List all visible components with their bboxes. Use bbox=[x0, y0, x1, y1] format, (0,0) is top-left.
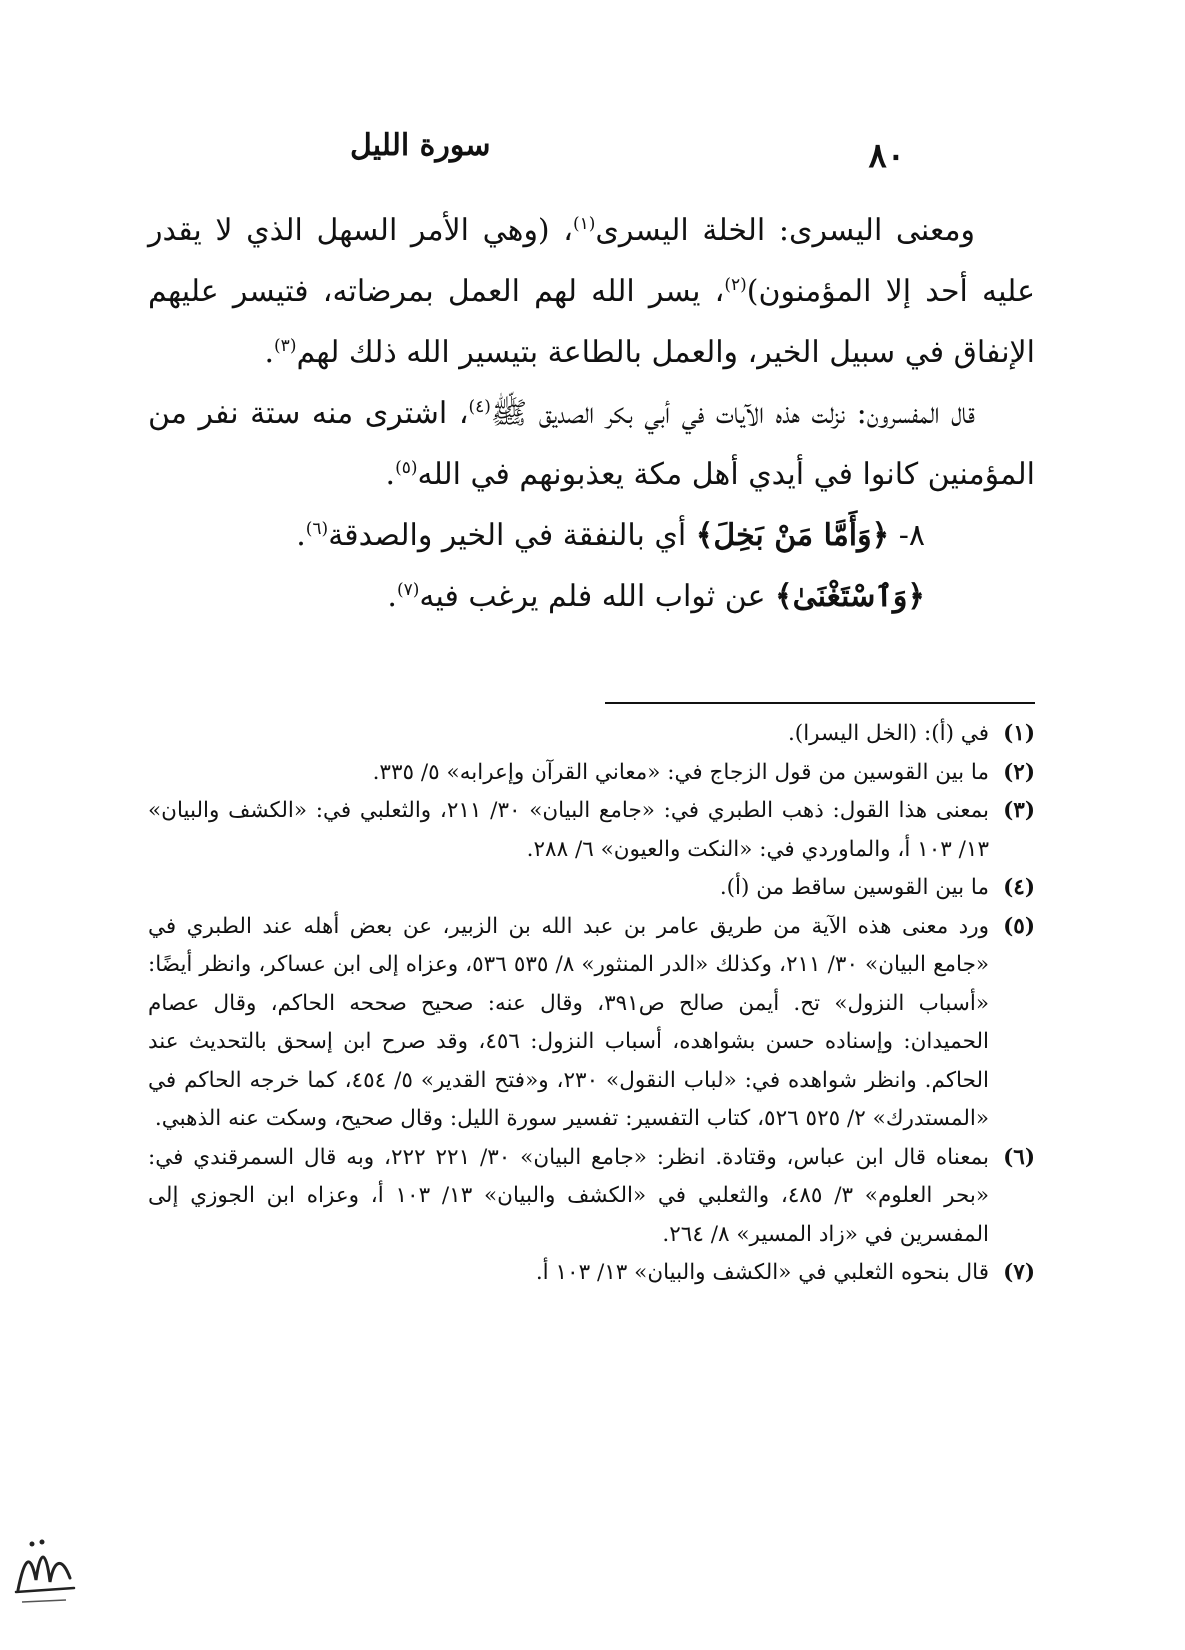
footnote-number: (٧) bbox=[1003, 1260, 1035, 1285]
footnote-ref-3: (٣) bbox=[274, 336, 297, 356]
footnote-text: ورد معنى هذه الآية من طريق عامر بن عبد الله بن الزبير، عن بعض أهله عند الطبري في «جامع البيان» ٣٠/ ٢١١، وكذلك «الدر المنثور» ٨/ ٥٣٥ ٥٣٦، وعزاه إلى ابن عساكر، وانظر أيضًا: «أسباب النزول» تح. أيمن صالح ص٣٩١، وقال عنه: صحيح صححه الحاكم، وقال عصام الحميدان: وإسناده حسن بشواهده، أسباب النزول: ٤٥٦، وقد صرح ابن إسحق بالتحديث عند الحاكم. وانظر شواهده في: «لباب النقول» ٢٣٠، و«فتح القدير» ٥/ ٤٥٤، كما خرجه الحاكم في «المستدرك» ٢/ ٥٢٥ ٥٢٦، كتاب التفسير: تفسير سورة الليل: وقال صحيح، وسكت عنه الذهبي. bbox=[148, 913, 990, 1131]
footnote-ref-6: (٦) bbox=[305, 519, 329, 539]
verse-8-continued bbox=[148, 566, 1035, 627]
watermark-logo bbox=[10, 1530, 80, 1610]
footnote-number: (٦) bbox=[1003, 1144, 1035, 1170]
text-segment: . bbox=[387, 579, 397, 614]
verse-number: ٨- bbox=[898, 518, 925, 553]
main-text bbox=[148, 200, 1035, 627]
text-segment: ، اشترى منه ستة نفر من المؤمنين كانوا في أيدي أهل مكة يعذبونهم في الله bbox=[148, 396, 1035, 492]
text-segment: قال المفسرون: نزلت هذه الآيات في أبي بكر الصديق ﷺ bbox=[490, 396, 975, 431]
footnote-number: (٣) bbox=[1003, 798, 1035, 823]
footnote-5 bbox=[148, 908, 1035, 1139]
verse-commentary: عن ثواب الله فلم يرغب فيه bbox=[419, 579, 766, 614]
footnote-text: قال بنحوه الثعلبي في «الكشف والبيان» ١٣/ ١٠٣ أ. bbox=[535, 1260, 989, 1285]
text-segment: ، (وهي الأمر السهل الذي لا يقدر عليه أحد إلا المؤمنون) bbox=[148, 213, 1035, 309]
verse-commentary: أي بالنفقة في الخير والصدقة bbox=[328, 518, 687, 553]
footnote-text: بمعنى هذا القول: ذهب الطبري في: «جامع البيان» ٣٠/ ٢١١، والثعلبي في: «الكشف والبيان» ١٣/ ١٠٣ أ، والماوردي في: «النكت والعيون» ٦/ ٢٨٨. bbox=[148, 798, 990, 862]
footnote-2 bbox=[148, 754, 1035, 793]
text-segment: . bbox=[296, 518, 306, 553]
text-segment: ومعنى اليسرى: الخلة اليسرى bbox=[595, 213, 976, 248]
text-segment: . bbox=[385, 457, 396, 492]
footnote-text: في (أ): (الخل اليسرا). bbox=[787, 721, 989, 746]
footnotes-list bbox=[148, 715, 1035, 1293]
footnote-ref-7: (٧) bbox=[396, 580, 420, 600]
footnote-text: ما بين القوسين ساقط من (أ). bbox=[719, 875, 989, 900]
footnote-1 bbox=[148, 715, 1035, 754]
footnote-number: (٤) bbox=[1003, 875, 1035, 900]
footnote-3 bbox=[148, 792, 1035, 869]
footnote-separator bbox=[605, 702, 1035, 704]
quran-quote: ﴿وَٱسْتَغْنَىٰ﴾ bbox=[775, 579, 925, 614]
footnote-7 bbox=[148, 1254, 1035, 1293]
footnote-6 bbox=[148, 1139, 1035, 1255]
footnote-ref-5: (٥) bbox=[395, 458, 418, 478]
footnote-ref-4: (٤) bbox=[468, 397, 491, 417]
footnote-4 bbox=[148, 869, 1035, 908]
paragraph-2 bbox=[148, 383, 1035, 505]
footnote-ref-1: (١) bbox=[572, 214, 596, 234]
page-number: ٨٠ bbox=[868, 136, 905, 176]
footnote-number: (١) bbox=[1003, 721, 1035, 746]
paragraph-1 bbox=[148, 200, 1035, 383]
quran-quote: ﴿وَأَمَّا مَنْ بَخِلَ﴾ bbox=[695, 518, 890, 553]
footnote-number: (٥) bbox=[1003, 913, 1035, 939]
text-segment: . bbox=[264, 335, 275, 370]
page-header bbox=[150, 128, 1035, 178]
surah-title: سورة الليل bbox=[350, 128, 491, 163]
footnote-text: بمعناه قال ابن عباس، وقتادة. انظر: «جامع البيان» ٣٠/ ٢٢١ ٢٢٢، وبه قال السمرقندي في: «بحر العلوم» ٣/ ٤٨٥، والثعلبي في «الكشف والبيان» ١٣/ ١٠٣ أ، وعزاه ابن الجوزي إلى المفسرين في «زاد المسير» ٨/ ٢٦٤. bbox=[148, 1144, 990, 1247]
text-segment: ، يسر الله لهم العمل بمرضاته، فتيسر عليهم الإنفاق في سبيل الخير، والعمل بالطاعة بتيسير الله ذلك لهم bbox=[148, 274, 1035, 370]
footnote-text: ما بين القوسين من قول الزجاج في: «معاني القرآن وإعرابه» ٥/ ٣٣٥. bbox=[372, 759, 989, 785]
verse-8 bbox=[148, 505, 1035, 566]
footnote-number: (٢) bbox=[1003, 759, 1035, 785]
footnote-ref-2: (٢) bbox=[724, 275, 747, 295]
